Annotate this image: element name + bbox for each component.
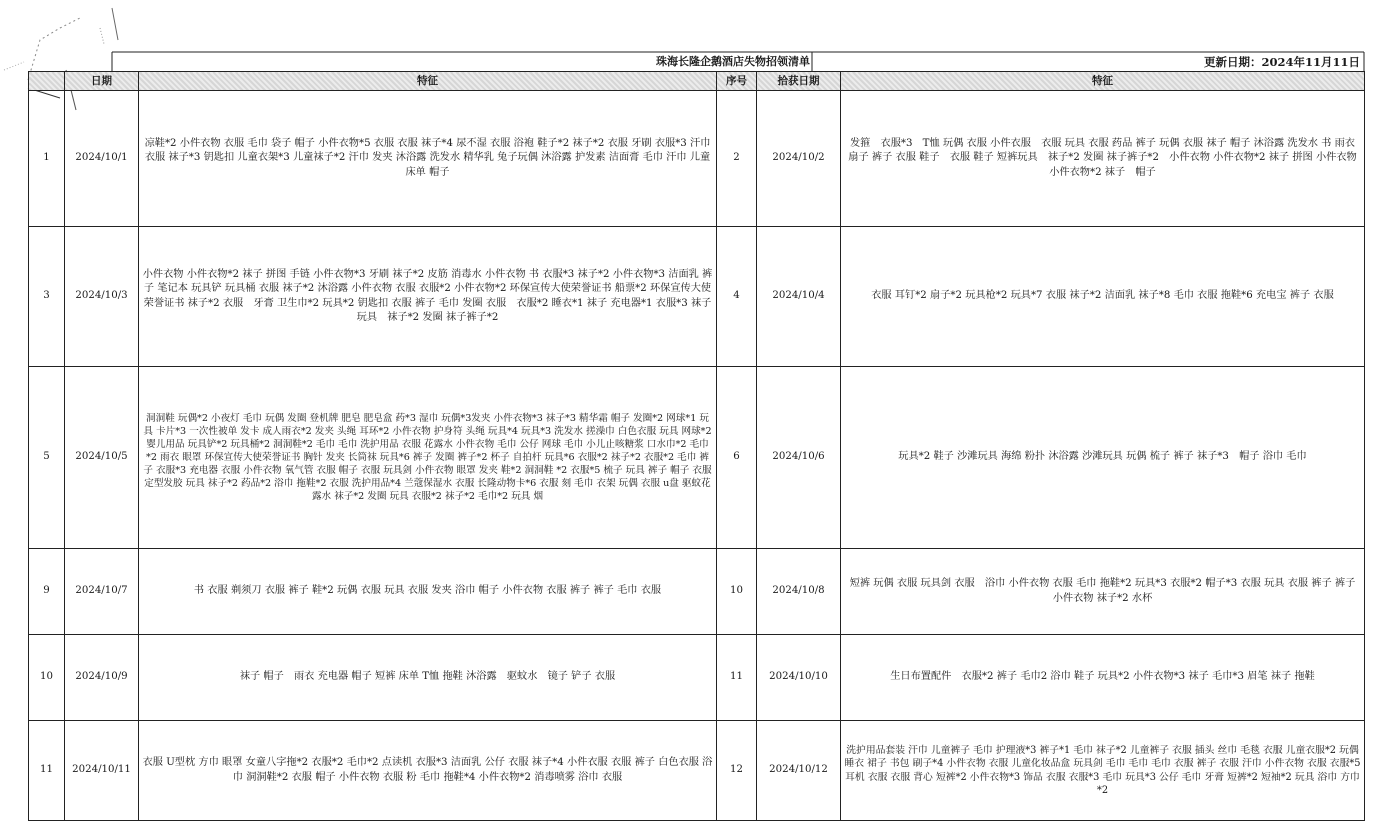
- table-row: [29, 549, 1365, 635]
- row-features: 短裤 玩偶 衣服 玩具剑 衣服 浴巾 小件衣物 衣服 毛巾 拖鞋*2 玩具*3 衣服*2 帽子*3 衣服 玩具 衣服 裤子 裤子 小件衣物 袜子*2 水杯: [841, 549, 1365, 635]
- row-features: 书 衣服 剃须刀 衣服 裤子 鞋*2 玩偶 衣服 玩具 衣服 发夹 浴巾 帽子 小件衣物 衣服 裤子 裤子 毛巾 衣服: [139, 549, 717, 635]
- row-seq: 11: [29, 721, 65, 821]
- row-date: 2024/10/3: [65, 227, 139, 367]
- document-title: 珠海长隆企鹅酒店失物招领清单: [656, 55, 810, 68]
- row-date: 2024/10/5: [65, 367, 139, 549]
- row-seq: 10: [717, 549, 757, 635]
- header-date-left: 日期: [65, 72, 139, 91]
- row-features: 小件衣物 小件衣物*2 袜子 拼图 手链 小件衣物*3 牙刷 袜子*2 皮筋 消毒水 小件衣物 书 衣服*3 袜子*2 小件衣物*3 洁面乳 裤子 笔记本 玩具铲 玩具桶 衣服 袜子*2 沐浴露 小件衣物 衣服 衣服*2 小件衣物*2 环保宣传大使荣誉证书 船票*2 环保宣传大使荣誉证书 袜子*2 衣服 牙膏 卫生巾*2 玩具*2 钥匙扣 衣服 裤子 毛巾 发圈 衣服 衣服*2 睡衣*1 袜子 充电器*1 衣服*3 袜子 玩具 袜子*2 发圈 袜子裤子*2: [139, 227, 717, 367]
- row-date: 2024/10/2: [757, 91, 841, 227]
- row-features: 衣服 耳钉*2 扇子*2 玩具枪*2 玩具*7 衣服 袜子*2 洁面乳 袜子*8 毛巾 衣服 拖鞋*6 充电宝 裤子 衣服: [841, 227, 1365, 367]
- table-row: [29, 91, 1365, 227]
- row-seq: 11: [717, 635, 757, 721]
- row-date: 2024/10/9: [65, 635, 139, 721]
- update-date: 更新日期：2024年11月11日: [1203, 55, 1360, 69]
- row-date: 2024/10/7: [65, 549, 139, 635]
- row-features: 发箍 衣服*3 T恤 玩偶 衣服 小件衣服 衣服 玩具 衣服 药品 裤子 玩偶 衣服 袜子 帽子 沐浴露 洗发水 书 雨衣 扇子 裤子 衣服 鞋子 衣服 鞋子 短裤玩具 袜子*2 发圈 袜子裤子*2 小件衣物 小件衣物*2 袜子 拼图 小件衣物 小件衣物*2 袜子 帽子: [841, 91, 1365, 227]
- row-seq: 5: [29, 367, 65, 549]
- row-features: 凉鞋*2 小件衣物 衣服 毛巾 袋子 帽子 小件衣物*5 衣服 衣服 袜子*4 尿不湿 衣服 浴袍 鞋子*2 袜子*2 衣服 牙刷 衣服*3 汗巾 衣服 袜子*3 钥匙扣 儿童衣架*3 儿童袜子*2 汗巾 发夹 沐浴露 洗发水 精华乳 兔子玩偶 沐浴露 护发素 洁面膏 毛巾 汗巾 儿童床单 帽子: [139, 91, 717, 227]
- row-features: 袜子 帽子 雨衣 充电器 帽子 短裤 床单 T恤 拖鞋 沐浴露 驱蚊水 镜子 铲子 衣服: [139, 635, 717, 721]
- row-date: 2024/10/11: [65, 721, 139, 821]
- table-row: [29, 227, 1365, 367]
- row-seq: 1: [29, 91, 65, 227]
- header-seq-left: [29, 72, 65, 91]
- row-features: 洗护用品套装 汗巾 儿童裤子 毛巾 护理液*3 裤子*1 毛巾 袜子*2 儿童裤子 衣服 插头 丝巾 毛毯 衣服 儿童衣服*2 玩偶 睡衣 裙子 书包 刷子*4 小件衣物 衣服 儿童化妆品盒 玩具剑 毛巾 毛巾 毛巾 衣服 裤子 衣服 汗巾 小件衣物 衣服 衣服*5 耳机 衣服 衣服 背心 短裤*2 小件衣物*3 饰品 衣服 衣服*3 毛巾 玩具*3 公仔 毛巾 牙膏 短裤*2 短袖*2 玩具 浴巾 方巾*2: [841, 721, 1365, 821]
- row-features: 生日布置配件 衣服*2 裤子 毛巾2 浴巾 鞋子 玩具*2 小件衣物*3 袜子 毛巾*3 眉笔 袜子 拖鞋: [841, 635, 1365, 721]
- lost-and-found-table: [28, 71, 1365, 821]
- row-features: 衣服 U型枕 方巾 眼罩 女童八字拖*2 衣服*2 毛巾*2 点读机 衣服*3 洁面乳 公仔 衣服 袜子*4 小件衣服 衣服 裤子 白色衣服 浴巾 洞洞鞋*2 衣服 帽子 小件衣物 衣服 粉 毛巾 拖鞋*4 小件衣物*2 消毒喷雾 浴巾 衣服: [139, 721, 717, 821]
- row-seq: 3: [29, 227, 65, 367]
- header-date-right: 拾获日期: [757, 72, 841, 91]
- header-feature-right: 特征: [841, 72, 1365, 91]
- row-seq: 10: [29, 635, 65, 721]
- table-row: [29, 721, 1365, 821]
- row-seq: 2: [717, 91, 757, 227]
- row-features: 洞洞鞋 玩偶*2 小夜灯 毛巾 玩偶 发圈 登机牌 肥皂 肥皂盒 药*3 湿巾 玩偶*3发夹 小件衣物*3 袜子*3 精华霜 帽子 发圈*2 网球*1 玩具 卡片*3 一次性被单 发卡 成人雨衣*2 发夹 头绳 耳环*2 小件衣物 护身符 头绳 玩具*4 玩具*3 洗发水 搓澡巾 白色衣服 玩具 网球*2 婴儿用品 玩具铲*2 玩具桶*2 洞洞鞋*2 毛巾 毛巾 洗护用品 衣服 花露水 小件衣物 毛巾 公仔 网球 毛巾 小儿止咳糖浆 口水巾*2 毛巾*2 雨衣 眼罩 环保宣传大使荣誉证书 胸针 发夹 长筒袜 玩具*6 裤子 发圈 裤子*2 杯子 自拍杆 玩具*6 衣服*2 袜子*2 衣服*2 毛巾 裤子 衣服*3 充电器 衣服 小件衣物 氧气管 衣服 帽子 衣服 玩具剑 小件衣物 眼罩 发夹 鞋*2 洞洞鞋 *2 衣服*5 梳子 玩具 裤子 帽子 衣服 定型发胶 玩具 袜子*2 药品*2 浴巾 拖鞋*2 衣服 洗护用品*4 兰蔻保湿水 衣服 长隆动物卡*6 衣服 刻 毛巾 衣架 玩偶 衣服 u盘 驱蚊花露水 袜子*2 发圈 玩具 衣服*2 袜子*2 毛巾*2 玩具 烟: [139, 367, 717, 549]
- row-date: 2024/10/10: [757, 635, 841, 721]
- row-date: 2024/10/4: [757, 227, 841, 367]
- row-seq: 6: [717, 367, 757, 549]
- row-date: 2024/10/8: [757, 549, 841, 635]
- row-date: 2024/10/1: [65, 91, 139, 227]
- header-feature-left: 特征: [139, 72, 717, 91]
- row-seq: 12: [717, 721, 757, 821]
- table-row: [29, 367, 1365, 549]
- table-header-row: [29, 72, 1365, 91]
- row-features: 玩具*2 鞋子 沙滩玩具 海绵 粉扑 沐浴露 沙滩玩具 玩偶 梳子 裤子 袜子*3 帽子 浴巾 毛巾: [841, 367, 1365, 549]
- row-date: 2024/10/6: [757, 367, 841, 549]
- row-date: 2024/10/12: [757, 721, 841, 821]
- table-row: [29, 635, 1365, 721]
- row-seq: 9: [29, 549, 65, 635]
- row-seq: 4: [717, 227, 757, 367]
- header-seq-right: 序号: [717, 72, 757, 91]
